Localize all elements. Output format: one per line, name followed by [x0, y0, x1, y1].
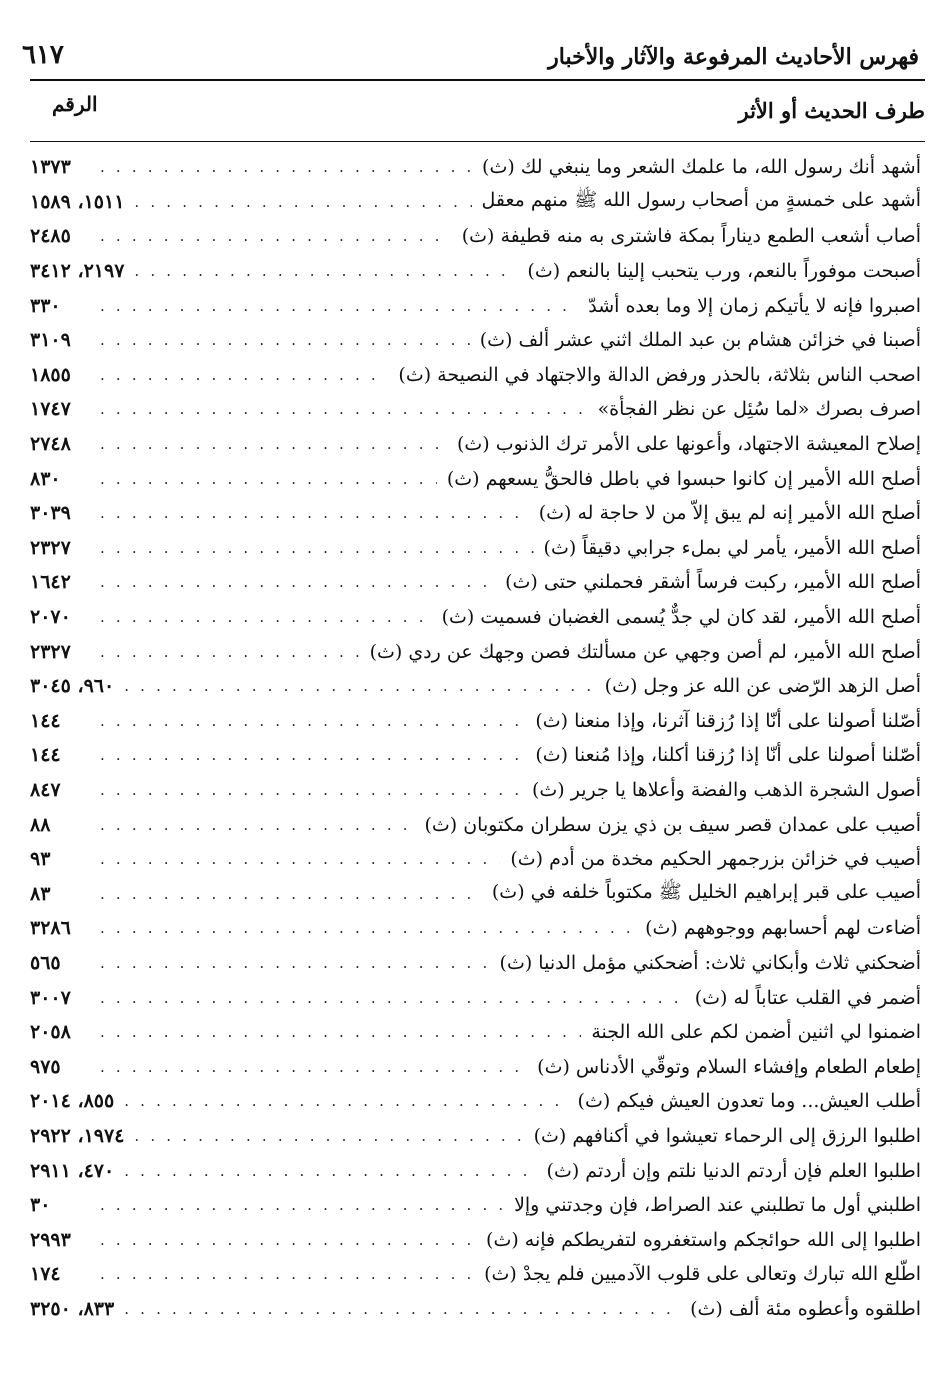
index-entry [30, 704, 921, 739]
entry-number: ١٩٧٤، ٢٩٢٢ [30, 1124, 125, 1147]
entry-text: أصلح الله الأمير، ركبت فرساً أشقر فحملني حتى (ث) [505, 571, 921, 594]
index-entry [30, 738, 921, 773]
entry-text: أشهد على خمسةٍ من أصحاب رسول الله ﷺ منهم معقل [481, 188, 921, 211]
index-entry [30, 392, 921, 427]
entry-text: أضحكني ثلاث وأبكاني ثلاث: أضحكني مؤمل الدنيا (ث) [499, 951, 921, 974]
entry-number: ٩٣ [30, 848, 51, 871]
index-entry [30, 842, 921, 877]
dot-leader [124, 1092, 567, 1110]
dot-leader [124, 1300, 680, 1318]
entry-number: ١٥١١، ١٥٨٩ [30, 190, 125, 213]
index-entry [30, 185, 921, 220]
dot-leader [100, 158, 472, 176]
running-title: فهرس الأحاديث المرفوعة والآثار والأخبار [548, 44, 919, 70]
page-number: ٦١٧ [22, 40, 64, 70]
number-column-heading: الرقم [52, 92, 98, 116]
entry-text: أطلب العيش... وما تعدون العيش فيكم (ث) [577, 1090, 921, 1113]
entry-text: أصلح الله الأمير إن كانوا حبسوا في باطل فالحقُّ يسعهم (ث) [446, 467, 921, 490]
index-entry [30, 1188, 921, 1223]
index-entry [30, 773, 921, 808]
dot-leader [100, 331, 470, 349]
entry-number: ١٧٤ [30, 1263, 61, 1286]
entry-text: اطلقوه وأعطوه مئة ألف (ث) [690, 1297, 921, 1320]
entry-number: ٨٣٣، ٣٢٥٠ [30, 1297, 115, 1320]
entry-number: ٣٣٠ [30, 294, 61, 317]
page-header [22, 28, 919, 70]
column-headings [30, 92, 925, 140]
dot-leader [100, 539, 534, 557]
dot-leader [100, 1196, 504, 1214]
index-entry [30, 565, 921, 600]
entry-text: أصّلنا أصولنا على أنّا إذا رُزقنا آثرنا، وإذا منعنا (ث) [535, 709, 921, 732]
entry-text: اصحب الناس بثلاثة، بالحذر ورفض الدالة والاجتهاد في النصيحة (ث) [398, 363, 921, 386]
entry-number: ٢٩٩٣ [30, 1228, 71, 1251]
dot-leader [124, 1162, 536, 1180]
index-entry [30, 1119, 921, 1154]
entry-number: ٣٠٠٧ [30, 986, 71, 1009]
dot-leader [100, 608, 432, 626]
entry-number: ٩٦٠، ٣٠٤٥ [30, 675, 115, 698]
entry-text: أشهد أنك رسول الله، ما علمك الشعر وما ينبغي لك (ث) [482, 156, 921, 179]
entry-text: اطلبني أول ما تطلبني عند الصراط، فإن وجدتني وإلا [514, 1194, 921, 1217]
entry-text: أضاءت لهم أحسابهم ووجوههم (ث) [645, 917, 921, 940]
entry-number: ٢٠٥٨ [30, 1021, 71, 1044]
entry-number: ٢٤٨٥ [30, 225, 71, 248]
index-entries [30, 150, 921, 1326]
dot-leader [100, 746, 525, 764]
dot-leader [100, 297, 578, 315]
index-entry [30, 600, 921, 635]
column-rule [30, 141, 925, 142]
entry-text: اصرف بصرك «لما سُئِل عن نظر الفجأة» [597, 398, 921, 421]
index-entry [30, 876, 921, 911]
dot-leader [100, 954, 490, 972]
entry-number: ٥٦٥ [30, 951, 61, 974]
entry-text: أصيب في خزائن بزرجمهر الحكيم مخدة من أدم (ث) [510, 848, 921, 871]
entry-text: أصبنا في خزائن هشام بن عبد الملك اثني عشر ألف (ث) [479, 329, 921, 352]
entry-number: ٢٧٤٨ [30, 433, 71, 456]
entry-number: ١٧٤٧ [30, 398, 71, 421]
entry-text: اطلبوا العلم فإن أردتم الدنيا نلتم وإن أردتم (ث) [546, 1159, 921, 1182]
entry-number: ٣٠٣٩ [30, 502, 71, 525]
entry-text: اطّلع الله تبارك وتعالى على قلوب الآدميين فلم يجدْ (ث) [484, 1263, 921, 1286]
dot-leader [100, 885, 482, 903]
entry-number: ١٨٥٥ [30, 363, 71, 386]
index-entry [30, 531, 921, 566]
index-entry [30, 946, 921, 981]
index-entry [30, 980, 921, 1015]
dot-leader [100, 850, 500, 868]
entry-number: ٨٥٥، ٢٠١٤ [30, 1090, 115, 1113]
entry-text: أصلح الله الأمير، لقد كان لي جدٌّ يُسمى الغضبان فسميت (ث) [441, 606, 921, 629]
index-entry [30, 634, 921, 669]
entry-number: ٣٠ [30, 1194, 51, 1217]
dot-leader [100, 1265, 474, 1283]
index-entry [30, 1015, 921, 1050]
dot-leader [100, 227, 452, 245]
index-entry [30, 496, 921, 531]
index-entry [30, 288, 921, 323]
entry-number: ٨٨ [30, 813, 51, 836]
dot-leader [100, 1231, 476, 1249]
entry-number: ٢٣٢٧ [30, 640, 71, 663]
dot-leader [100, 643, 360, 661]
entry-number: ١٤٤ [30, 744, 61, 767]
index-entry [30, 669, 921, 704]
dot-leader [100, 1058, 527, 1076]
entry-text: إصلاح المعيشة الاجتهاد، وأعونها على الأمر ترك الذنوب (ث) [456, 433, 921, 456]
entry-text: أصاب أشعب الطمع ديناراً بمكة فاشترى به منه قطيفة (ث) [461, 225, 921, 248]
entry-text: اصبروا فإنه لا يأتيكم زمان إلا وما بعده أشدّ [588, 294, 921, 317]
dot-leader [100, 816, 414, 834]
index-entry [30, 323, 921, 358]
entry-text: أصلح الله الأمير، يأمر لي بملء جرابي دقيقاً (ث) [543, 536, 921, 559]
entry-number: ٨٣٠ [30, 467, 61, 490]
index-entry [30, 1292, 921, 1327]
entry-number: ٢٣٢٧ [30, 536, 71, 559]
dot-leader [134, 193, 471, 211]
entry-number: ١٣٧٣ [30, 156, 71, 179]
index-entry [30, 150, 921, 185]
dot-leader [100, 435, 447, 453]
index-entry [30, 1222, 921, 1257]
index-entry [30, 807, 921, 842]
entry-text: أصلح الله الأمير، لم أصن وجهي عن مسألتك فصن وجهك عن ردي (ث) [369, 640, 921, 663]
entry-number: ٤٧٠، ٢٩١١ [30, 1159, 115, 1182]
dot-leader [100, 400, 588, 418]
dot-leader [100, 504, 529, 522]
entry-number: ١٤٤ [30, 709, 61, 732]
dot-leader [100, 712, 525, 730]
index-entry [30, 1153, 921, 1188]
dot-leader [134, 262, 517, 280]
index-entry [30, 461, 921, 496]
entry-number: ٢١٩٧، ٣٤١٢ [30, 260, 125, 283]
entry-text: أصل الزهد الرّضى عن الله عز وجل (ث) [604, 675, 921, 698]
dot-leader [100, 919, 635, 937]
entry-number: ٢٠٧٠ [30, 606, 71, 629]
entry-text: اضمنوا لي اثنين أضمن لكم على الله الجنة [591, 1021, 921, 1044]
index-entry [30, 1049, 921, 1084]
entry-text: أصيب على قبر إبراهيم الخليل ﷺ مكتوباً خلفه في (ث) [491, 880, 921, 903]
dot-leader [124, 677, 594, 695]
dot-leader [100, 781, 522, 799]
entry-text: أصول الشجرة الذهب والفضة وأعلاها يا جرير (ث) [532, 778, 921, 801]
entry-text: اطلبوا الرزق إلى الرحماء تعيشوا في أكنافهم (ث) [533, 1124, 921, 1147]
dot-leader [100, 573, 495, 591]
index-entry [30, 219, 921, 254]
entry-number: ٨٣ [30, 882, 51, 905]
dot-leader [100, 989, 685, 1007]
entry-number: ٣٢٨٦ [30, 917, 71, 940]
index-entry [30, 427, 921, 462]
text-column-heading: طرف الحديث أو الأثر [738, 98, 925, 123]
dot-leader [100, 1023, 581, 1041]
entry-number: ٨٤٧ [30, 778, 61, 801]
dot-leader [100, 366, 388, 384]
entry-text: أضمر في القلب عتاباً له (ث) [694, 986, 921, 1009]
entry-number: ١٦٤٢ [30, 571, 71, 594]
index-entry [30, 1257, 921, 1292]
entry-text: أصبحت موفوراً بالنعم، ورب يتحبب إلينا بالنعم (ث) [527, 260, 921, 283]
entry-text: أصيب على عمدان قصر سيف بن ذي يزن سطران مكتوبان (ث) [424, 813, 921, 836]
dot-leader [134, 1127, 523, 1145]
entry-number: ٩٧٥ [30, 1055, 61, 1078]
index-entry [30, 358, 921, 393]
header-rule [30, 79, 925, 81]
entry-number: ٣١٠٩ [30, 329, 71, 352]
dot-leader [100, 470, 437, 488]
index-entry [30, 254, 921, 289]
index-entry [30, 1084, 921, 1119]
entry-text: إطعام الطعام وإفشاء السلام وتوقّي الأدناس (ث) [537, 1055, 921, 1078]
entry-text: أصّلنا أصولنا على أنّا إذا رُزقنا أكلنا، وإذا مُنعنا (ث) [535, 744, 921, 767]
entry-text: اطلبوا إلى الله حوائجكم واستغفروه لتفريطكم فإنه (ث) [486, 1228, 921, 1251]
entry-text: أصلح الله الأمير إنه لم يبق إلاّ من لا حاجة له (ث) [538, 502, 921, 525]
index-entry [30, 911, 921, 946]
